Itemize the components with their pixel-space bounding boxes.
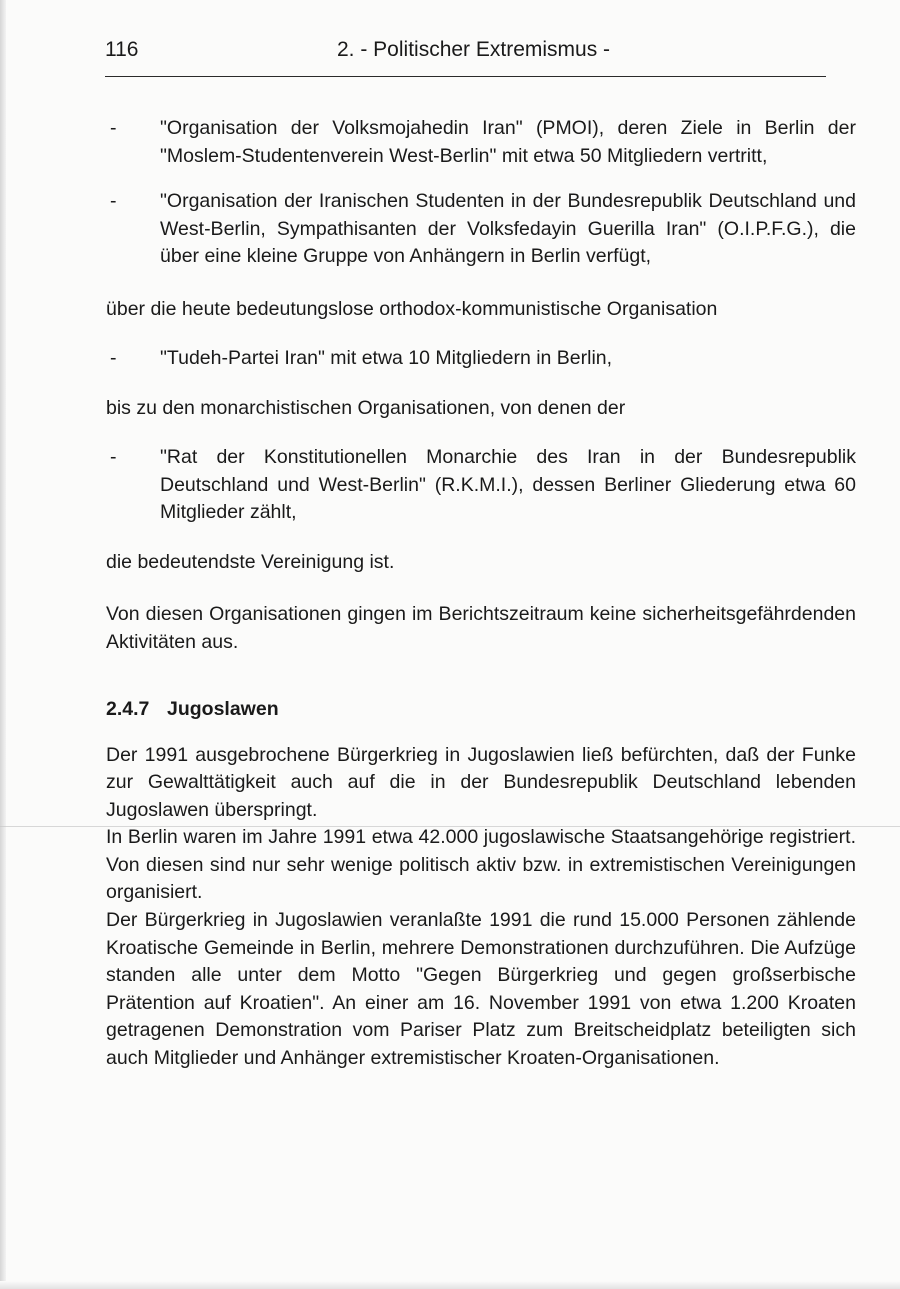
- list-dash: -: [110, 190, 117, 212]
- list-item: [106, 444, 856, 527]
- section-body: [106, 742, 856, 1073]
- paragraph: Von diesen Organisationen gingen im Berichtszeitraum keine sicherheitsgefährdenden Aktivitäten aus.: [106, 603, 856, 653]
- running-title: 2. - Politischer Extremismus -: [337, 38, 611, 61]
- list-dash: -: [110, 117, 117, 139]
- paragraph: die bedeutendste Vereinigung ist.: [106, 550, 395, 573]
- paragraph: Der 1991 ausgebrochene Bürgerkrieg in Jugoslawien ließ befürchten, daß der Funke zur Gewalttätigkeit auch auf die in der Bundesrepublik Deutschland lebenden Jugoslawen überspringt.: [106, 743, 856, 821]
- section-title: Jugoslawen: [167, 698, 279, 720]
- list-item: [106, 188, 856, 271]
- list-item: [106, 345, 856, 373]
- list-dash: -: [110, 347, 117, 369]
- page-number: 116: [105, 38, 139, 61]
- page-left-edge: [0, 0, 6, 1289]
- list-item-text: "Rat der Konstitutionellen Monarchie des Iran in der Bundesrepublik Deutschland und West-Berlin" (R.K.M.I.), dessen Berliner Gliederung etwa 60 Mitglieder zählt,: [160, 446, 856, 523]
- list-item-text: "Organisation der Volksmojahedin Iran" (PMOI), deren Ziele in Berlin der "Moslem-Studentenverein West-Berlin" mit etwa 50 Mitgliedern vertritt,: [160, 117, 856, 167]
- section-heading: [106, 696, 856, 724]
- page-header: [105, 38, 825, 64]
- section-number: 2.4.7: [106, 698, 150, 720]
- page-bottom-edge: [0, 1281, 900, 1289]
- list-item-text: "Tudeh-Partei Iran" mit etwa 10 Mitgliedern in Berlin,: [160, 347, 613, 369]
- header-rule: [105, 76, 826, 77]
- paragraph: über die heute bedeutungslose orthodox-kommunistische Organisation: [106, 297, 718, 320]
- page-body: [106, 115, 856, 1073]
- paragraph: In Berlin waren im Jahre 1991 etwa 42.000 jugoslawische Staatsangehörige registriert. Von diesen sind nur sehr wenige politisch aktiv bzw. in extremistischen Vereinigungen organisiert.: [106, 826, 856, 904]
- paragraph: Der Bürgerkrieg in Jugoslawien veranlaßte 1991 die rund 15.000 Personen zählende Kroatische Gemeinde in Berlin, mehrere Demonstrationen durchzuführen. Die Aufzüge standen alle unter dem Motto "Gegen Bürgerkrieg und gegen großserbische Prätention auf Kroatien". An einer am 16. November 1991 von etwa 1.200 Kroaten getragenen Demonstration vom Pariser Platz zum Breitscheidplatz beteiligten sich auch Mitglieder und Anhänger extremistischer Kroaten-Organisationen.: [106, 909, 856, 1070]
- list-dash: -: [110, 446, 117, 468]
- list-item: [106, 115, 856, 170]
- list-item-text: "Organisation der Iranischen Studenten in der Bundesrepublik Deutschland und West-Berlin, Sympathisanten der Volksfedayin Guerilla Iran" (O.I.P.F.G.), die über eine kleine Gruppe von Anhängern in Berlin verfügt,: [160, 190, 856, 267]
- paragraph: bis zu den monarchistischen Organisationen, von denen der: [106, 396, 626, 419]
